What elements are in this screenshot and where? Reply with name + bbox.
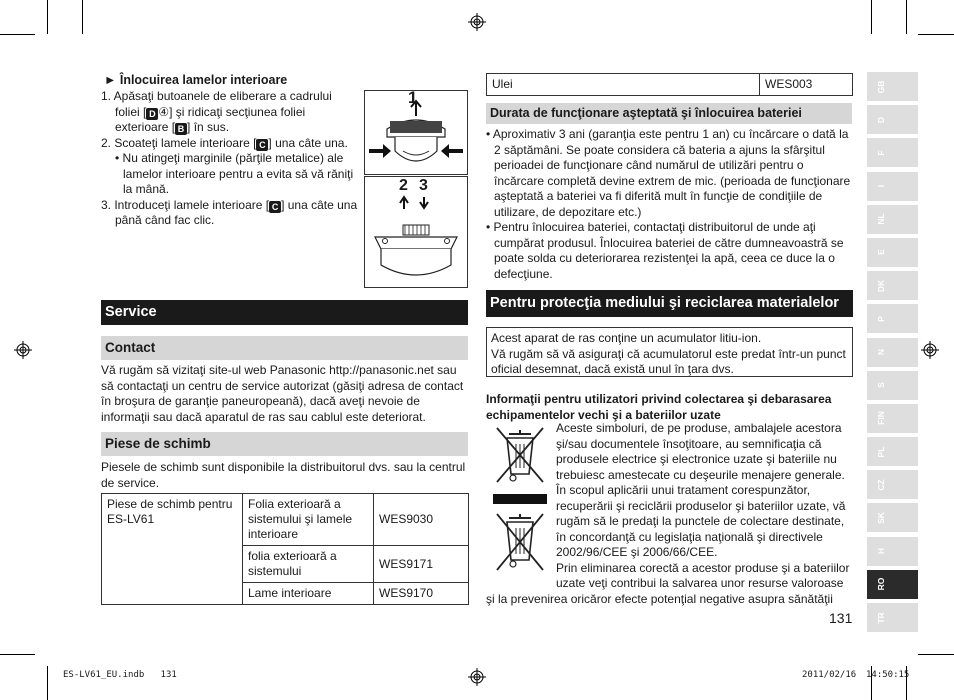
crop-mark [0, 34, 35, 35]
tab-s[interactable]: S [867, 371, 918, 400]
crop-mark [47, 666, 48, 700]
crop-mark [918, 654, 954, 655]
crop-mark [906, 0, 907, 34]
step-2-bullet: la mână. [123, 182, 170, 196]
tab-cz[interactable]: CZ [867, 470, 918, 499]
table-cell: Ulei [487, 74, 760, 96]
step-1-line: foliei [ D ④] şi ridicaţi secţiunea foliei [115, 104, 306, 119]
crop-mark [82, 0, 83, 34]
tab-pl[interactable]: PL [867, 437, 918, 466]
disposal-info-text: Aceste simboluri, de pe produse, ambalajele acestora şi/sau documentele însoţitoare, au semnificaţia că produsele electrice şi electronice uzate şi bateriile nu trebuiesc amestecate cu deşeurile menajere generale. În scopul aplicării unui tratament corespunzător, recuperării şi reciclării produselor şi bateriilor uzate, vă rugăm să le predaţi la punctele de colectare destinate, în concordanţă cu legislaţia naţională şi directivele 2002/96/CEE şi 2006/66/CEE. Prin eliminarea corectă a acestor produse şi a bateriilor uzate veţi contribui la salvarea unor resurse valoroase [556, 421, 850, 590]
spare-parts-heading: Piese de schimb [101, 432, 468, 456]
tab-ro[interactable]: RO [867, 570, 918, 599]
spare-parts-text: Piesele de schimb sunt disponibile la distribuitorul dvs. sau la centrul de service. [101, 460, 466, 490]
tab-e[interactable]: E [867, 238, 918, 267]
registration-mark-icon [921, 341, 939, 359]
disposal-info-last-line: şi la prevenirea oricăror efecte potenţial negative asupra sănătăţii [486, 592, 833, 606]
part-c-icon: C [269, 201, 281, 213]
tab-nl[interactable]: NL [867, 205, 918, 234]
table-cell: WES9171 [374, 546, 469, 583]
replace-blades-title: ► Înlocuirea lamelor interioare [104, 73, 288, 87]
tab-fin[interactable]: FIN [867, 404, 918, 433]
inner-blade-illustration [365, 177, 467, 287]
contact-text: Vă rugăm să vizitaţi site-ul web Panasonic http://panasonic.net sau să contactaţi un centru de service autorizat (găsiţi adresa de contact în broşura de garanţie paneuropeană), dacă aveţi nevoie de informaţii sau dacă aparatul de ras sau cablul este deteriorat. [101, 363, 464, 424]
step-1-line: 1. Apăsaţi butoanele de eliberare a cadrului [101, 89, 332, 103]
table-cell: folia exterioară a sistemului [243, 546, 374, 583]
figure-step-label: 1 [408, 88, 418, 107]
tab-tr[interactable]: TR [867, 603, 918, 632]
step-2-line: 2. Scoateţi lamele interioare [ C ] una câte una. [101, 135, 348, 150]
contact-heading: Contact [101, 336, 468, 360]
step-2-bullet: • Nu atingeţi marginile (părţile metalice) ale [115, 151, 344, 165]
spare-parts-table [101, 493, 469, 605]
table-cell: WES9030 [374, 494, 469, 546]
crossed-bin-battery-icon [489, 512, 551, 578]
illustration-remove-blades [364, 176, 468, 288]
tab-sk[interactable]: SK [867, 503, 918, 532]
step-3-line: 3. Introduceţi lamele interioare [ C ] una câte una [101, 197, 358, 212]
tab-dk[interactable]: DK [867, 271, 918, 300]
battery-heading: Durata de funcţionare aşteptată şi înlocuirea bateriei [486, 103, 852, 124]
service-heading: Service [101, 300, 468, 325]
crop-mark [871, 0, 872, 34]
crossed-bin-icon [489, 422, 551, 512]
replace-blades-steps [101, 89, 363, 229]
table-cell: Folia exterioară a sistemului şi lamele interioare [243, 494, 374, 546]
crop-mark [0, 654, 35, 655]
table-cell: Lame interioare [243, 583, 374, 605]
tab-h[interactable]: H [867, 537, 918, 566]
tab-gb[interactable]: GB [867, 72, 918, 101]
crop-mark [47, 0, 48, 34]
disposal-info-title: Informaţii pentru utilizatori privind colectarea şi debarasarea echipamentelor vechi şi a bateriilor uzate [486, 392, 832, 422]
registration-mark-icon [14, 341, 32, 359]
registration-mark-icon [468, 13, 486, 31]
oil-table [486, 73, 853, 96]
part-b-icon: B [175, 123, 187, 135]
tab-i[interactable]: I [867, 172, 918, 201]
page-number: 131 [829, 610, 853, 626]
table-cell: Piese de schimb pentru ES-LV61 [102, 494, 243, 605]
tab-f[interactable]: F [867, 138, 918, 167]
table-cell: WES9170 [374, 583, 469, 605]
tab-d[interactable]: D [867, 105, 918, 134]
footer-file: ES-LV61_EU.indb 131 [63, 670, 177, 680]
step-2-bullet: lamelor interioare pentru a evita să vă răniţi [123, 166, 354, 181]
environment-heading: Pentru protecţia mediului şi reciclarea materialelor [486, 290, 853, 317]
footer-time: 14:50:15 [866, 670, 910, 680]
battery-notice-box: Acest aparat de ras conţine un acumulator litiu-ion. Vă rugăm să vă asiguraţi că acumulatorul este predat într-un punct oficial desemnat, dacă există unul în ţara dvs. [486, 327, 853, 377]
footer-date: 2011/02/16 [802, 670, 857, 680]
figure-step-label: 3 [419, 177, 428, 194]
step-3-line: până când fac clic. [115, 213, 215, 227]
part-d-icon: D [146, 108, 158, 120]
tab-n[interactable]: N [867, 338, 918, 367]
step-1-line: exterioare [ B ] în sus. [115, 120, 230, 134]
tab-p[interactable]: P [867, 304, 918, 333]
battery-text: • Aproximativ 3 ani (garanţia este pentru 1 an) cu încărcare o dată la 2 săptămâni. Se poate considera că bateria a ajuns la sfârşitul perioadei de funcţionare când numărul de utilizări pentru o încărcare completă devine extrem de mic. (perioada de funcţionare aşteptată a bateriei va fi diferită mult în funcţie de condiţiile de utilizare, de depozitare etc.) • Pentru înlocuirea bateriei, contactaţi distribuitorul de unde aţi cumpărat produsul. Înlocuirea bateriei de către dumneavoastră se poate solda cu deteriorarea rezistenţei la apă, ceea ce duce la o defecţiune. [486, 127, 851, 281]
language-tabs [867, 72, 918, 636]
crop-mark [918, 34, 954, 35]
registration-mark-icon [468, 668, 486, 686]
part-c-icon: C [256, 139, 268, 151]
table-cell: WES003 [760, 74, 853, 96]
figure-step-label: 2 [399, 177, 408, 194]
